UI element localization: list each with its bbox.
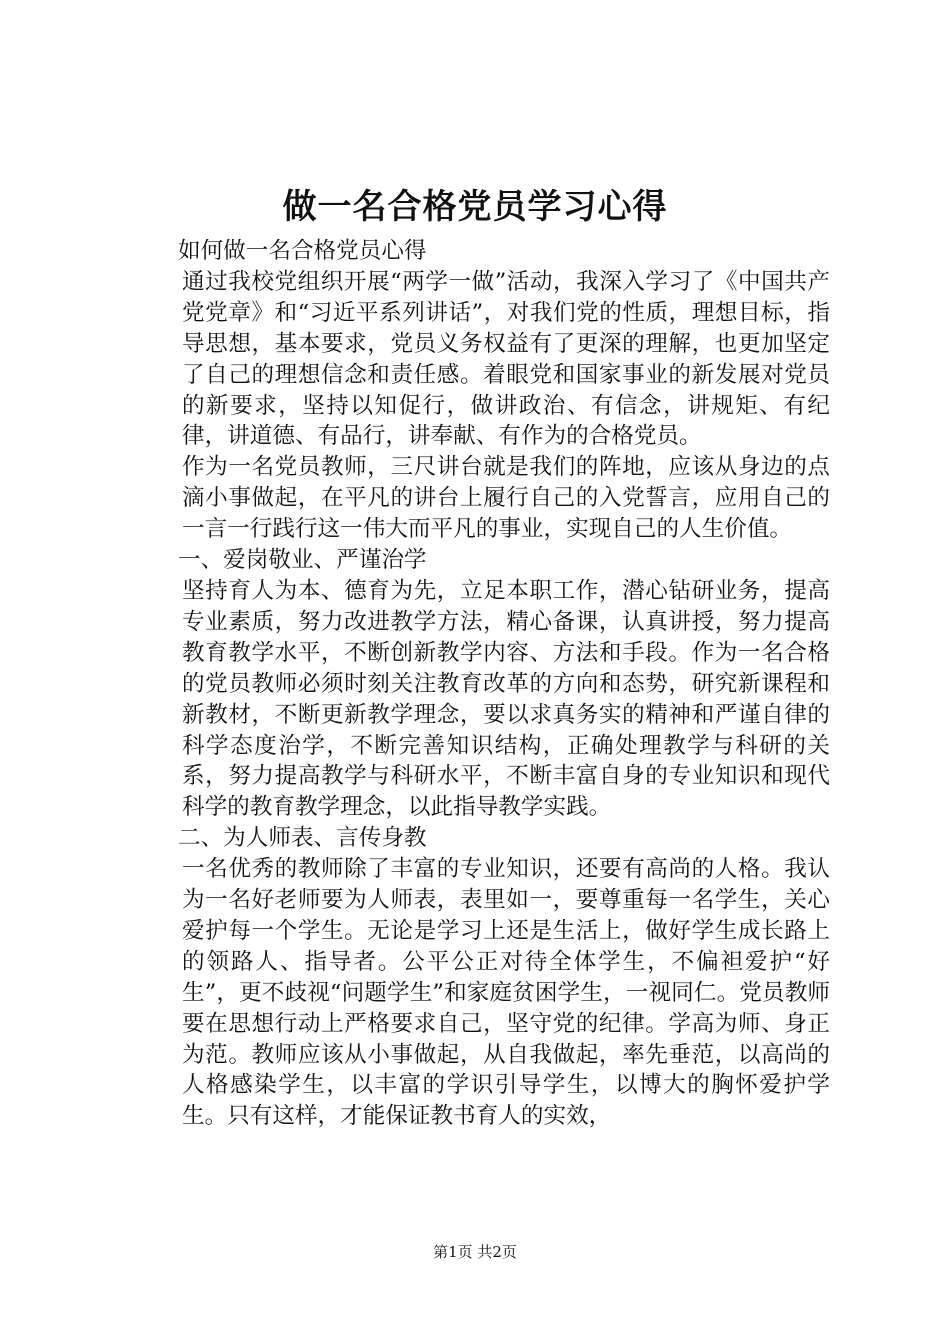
subtitle-paragraph: 如何做一名合格党员心得 (178, 238, 427, 264)
body-paragraph: 作为一名党员教师，三尺讲台就是我们的阵地，应该从身边的点滴小事做起，在平凡的讲台上履行自己的入党誓言，应用自己的一言一行践行这一伟大而平凡的事业，实现自己的人生价值。 (182, 454, 830, 543)
document-body (130, 236, 830, 1132)
body-paragraph: 坚持育人为本、德育为先，立足本职工作，潜心钻研业务，提高专业素质，努力改进教学方法，精心备课，认真讲授，努力提高教育教学水平，不断创新教学内容、方法和手段。作为一名合格的党员教师必须时刻关注教育改革的方向和态势，研究新课程和新教材，不断更新教学理念，要以求真务实的精神和严谨自律的科学态度治学，不断完善知识结构，正确处理教学与科研的关系，努力提高教学与科研水平，不断丰富自身的专业知识和现代科学的教育教学理念，以此指导教学实践。 (182, 577, 830, 821)
body-paragraph: 通过我校党组织开展“两学一做”活动，我深入学习了《中国共产党党章》和“习近平系列讲话”，对我们党的性质，理想目标，指导思想，基本要求，党员义务权益有了更深的理解，也更加坚定了自己的理想信念和责任感。着眼党和国家事业的新发展对党员的新要求，坚持以知促行，做讲政治、有信念，讲规矩、有纪律，讲道德、有品行，讲奉献、有作为的合格党员。 (182, 268, 830, 450)
document-title: 做一名合格党员学习心得 (282, 187, 668, 227)
section-heading: 一、爱岗敬业、严谨治学 (178, 547, 427, 574)
section-heading: 二、为人师表、言传身教 (178, 825, 427, 852)
page-number: 第1页 共2页 (433, 1243, 517, 1261)
body-paragraph: 一名优秀的教师除了丰富的专业知识，还要有高尚的人格。我认为一名好老师要为人师表，表里如一，要尊重每一名学生，关心爱护每一个学生。无论是学习上还是生活上，做好学生成长路上的领路人、指导者。公平公正对待全体学生，不偏袒爱护“好生”，更不歧视“问题学生”和家庭贫困学生，一视同仁。党员教师要在思想行动上严格要求自己，坚守党的纪律。学高为师、身正为范。教师应该从小事做起，从自我做起，率先垂范，以高尚的人格感染学生，以丰富的学识引导学生，以博大的胸怀爱护学生。只有这样，才能保证教书育人的实效， (182, 856, 830, 1130)
